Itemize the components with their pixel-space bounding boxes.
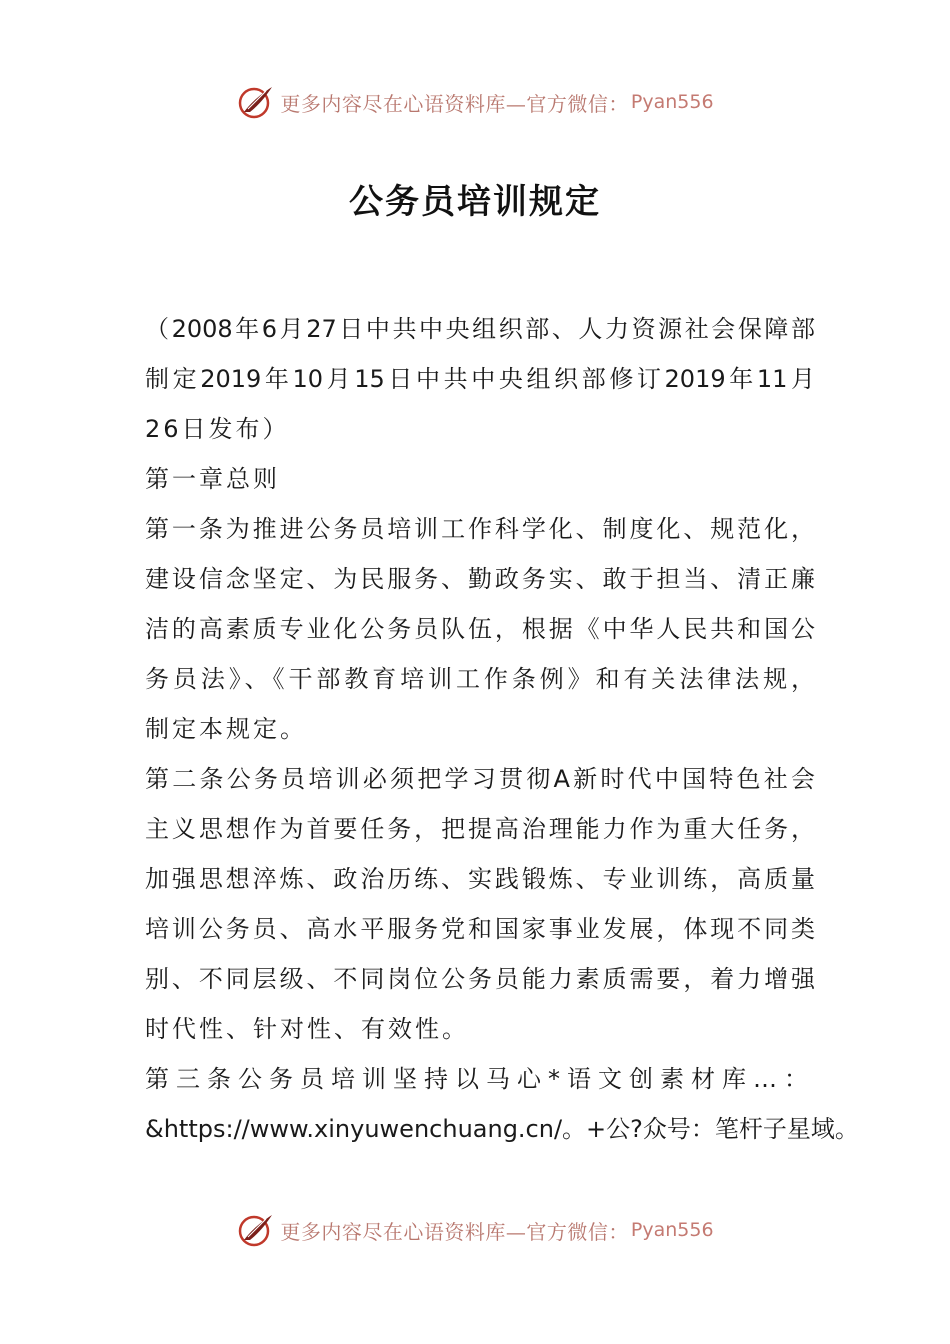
document-body [145,304,859,1154]
body-line: 制定2019年10月15日中共中央组织部修订2019年11月 [145,365,815,393]
header-watermark [0,80,950,124]
watermark-wechat-id: Pyan556 [630,91,714,113]
document-title: 公务员培训规定 [349,182,601,222]
body-line: 第一条为推进公务员培训工作科学化、制度化、规范化， [145,515,815,543]
body-line: 务员法》、《干部教育培训工作条例》和有关法律法规， [145,665,815,693]
chapter-heading: 第一章总则 [145,465,280,493]
body-line: 加强思想淬炼、政治历练、实践锻炼、专业训练，高质量 [145,865,815,893]
body-line: 培训公务员、高水平服务党和国家事业发展，体现不同类 [145,915,815,943]
body-line: （2008年6月27日中共中央组织部、人力资源社会保障部 [145,315,815,343]
body-line: 洁的高素质专业化公务员队伍，根据《中华人民共和国公 [145,615,815,643]
body-line: 别、不同层级、不同岗位公务员能力素质需要，着力增强 [145,965,815,993]
body-line: 时代性、针对性、有效性。 [145,1015,469,1043]
body-line: 制定本规定。 [145,715,307,743]
body-line: 建设信念坚定、为民服务、勤政务实、敢于担当、清正廉 [145,565,815,593]
body-line: 第三条公务员培训坚持以马心*语文创素材库…： [145,1065,815,1093]
watermark-text: 更多内容尽在心语资料库—官方微信： [280,1219,629,1244]
watermark-text: 更多内容尽在心语资料库—官方微信： [280,91,629,116]
body-line: 26日发布） [145,415,290,443]
footer-watermark [0,1208,950,1252]
quill-logo-icon [236,1210,276,1250]
body-line-url: &https://www.xinyuwenchuang.cn/。+公?众号：笔杆子星域。 [145,1115,859,1143]
body-line: 第二条公务员培训必须把学习贯彻A新时代中国特色社会 [145,765,815,793]
watermark-wechat-id: Pyan556 [630,1219,714,1241]
body-line: 主义思想作为首要任务，把提高治理能力作为重大任务， [145,815,815,843]
quill-logo-icon [236,82,276,122]
